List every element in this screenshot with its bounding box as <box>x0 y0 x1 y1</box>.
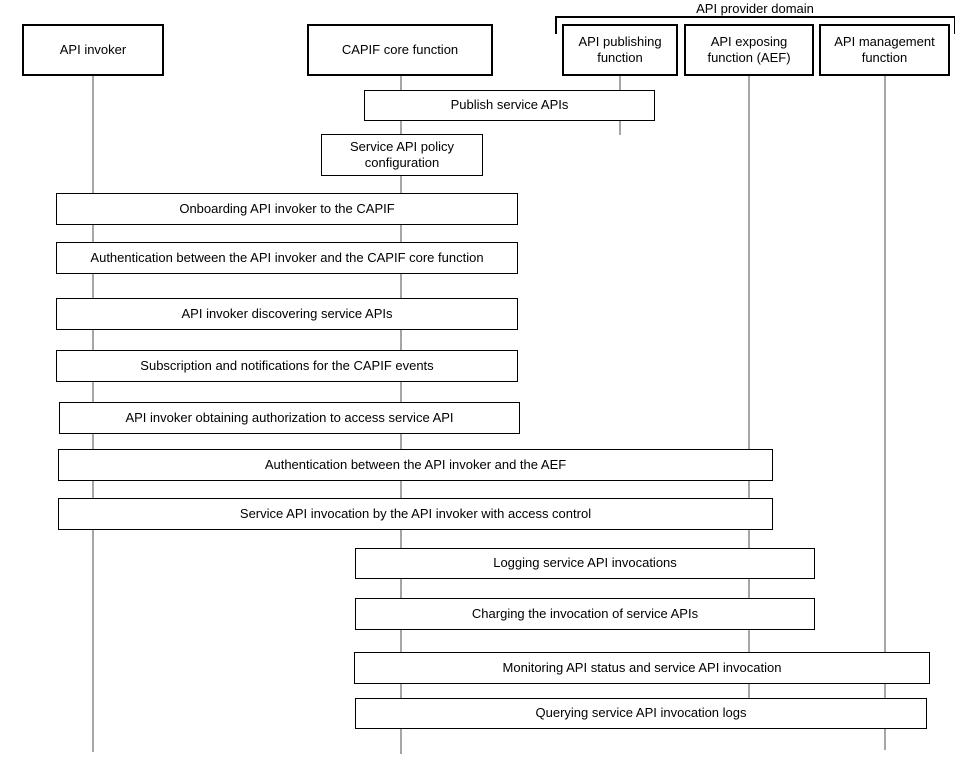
step-logging-invocations: Logging service API invocations <box>355 548 815 579</box>
step-obtaining-authorization: API invoker obtaining authorization to access service API <box>59 402 520 434</box>
step-publish-service-apis: Publish service APIs <box>364 90 655 121</box>
step-service-api-invocation: Service API invocation by the API invoker with access control <box>58 498 773 530</box>
lifeline-api-management-function <box>884 76 886 750</box>
step-authentication-invoker-capif: Authentication between the API invoker and the CAPIF core function <box>56 242 518 274</box>
step-api-invoker-discovering: API invoker discovering service APIs <box>56 298 518 330</box>
provider-domain-bracket-tick-right <box>954 16 956 34</box>
participant-api-publishing-function: API publishing function <box>562 24 678 76</box>
step-onboarding-api-invoker: Onboarding API invoker to the CAPIF <box>56 193 518 225</box>
step-querying-invocation-logs: Querying service API invocation logs <box>355 698 927 729</box>
participant-capif-core-function: CAPIF core function <box>307 24 493 76</box>
step-subscription-notifications: Subscription and notifications for the CAPIF events <box>56 350 518 382</box>
participant-api-exposing-function: API exposing function (AEF) <box>684 24 814 76</box>
participant-api-management-function: API management function <box>819 24 950 76</box>
participant-api-invoker: API invoker <box>22 24 164 76</box>
step-service-api-policy-configuration: Service API policy configuration <box>321 134 483 176</box>
step-authentication-invoker-aef: Authentication between the API invoker and the AEF <box>58 449 773 481</box>
api-provider-domain-label: API provider domain <box>696 1 814 16</box>
step-charging-invocation: Charging the invocation of service APIs <box>355 598 815 630</box>
provider-domain-bracket-tick-left <box>555 16 557 34</box>
step-monitoring-api-status: Monitoring API status and service API invocation <box>354 652 930 684</box>
provider-domain-bracket-line <box>555 16 955 18</box>
